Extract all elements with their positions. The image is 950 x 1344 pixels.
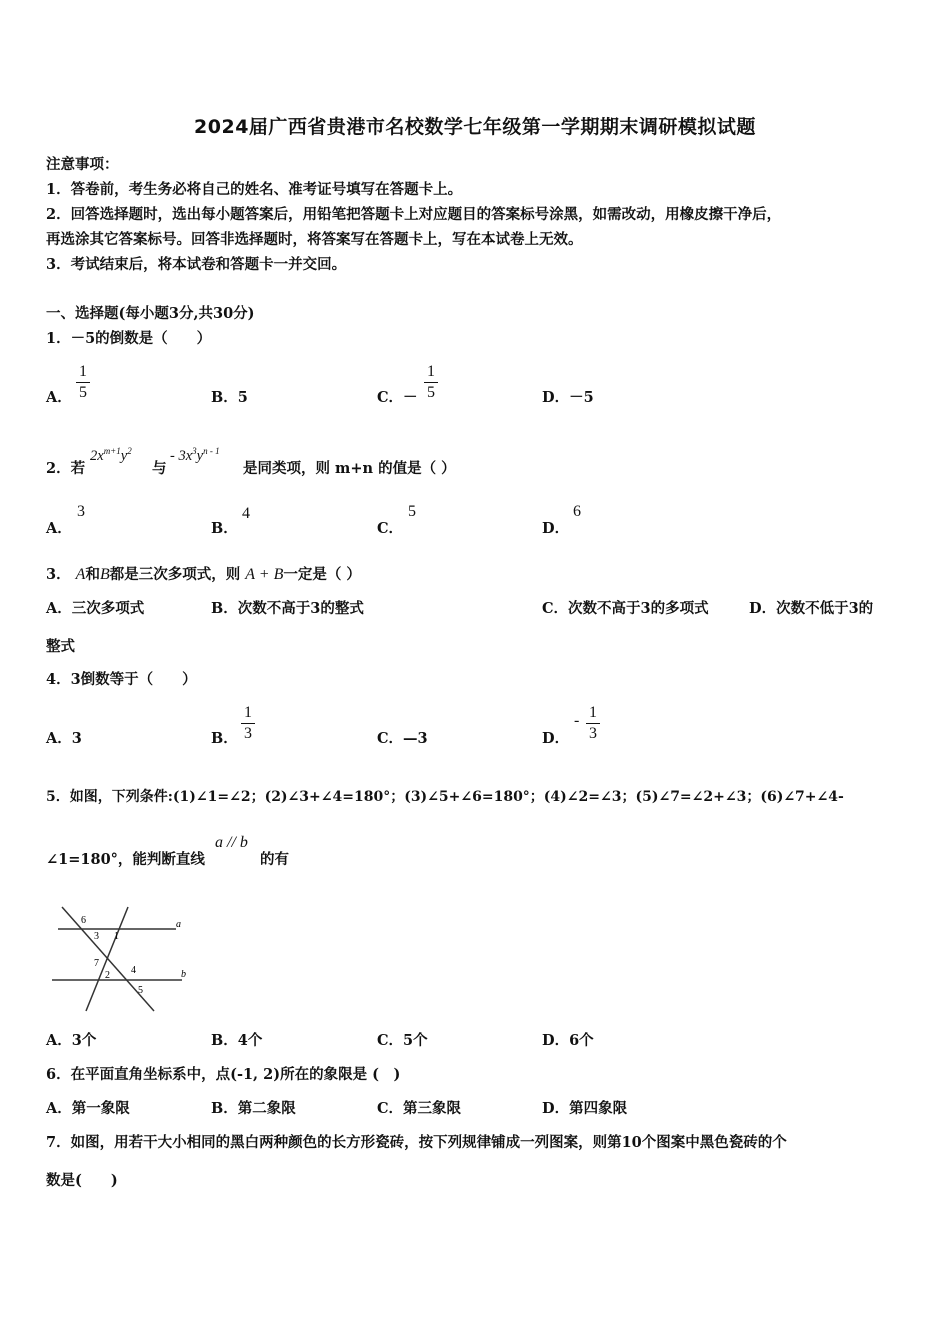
question-2-prefix: 2．若 xyxy=(46,460,86,477)
q3-option-d-continued: 整式 xyxy=(46,638,75,655)
q5-expr: a // b xyxy=(215,834,248,851)
fig-label: b xyxy=(181,969,186,980)
q1-option-c-fraction xyxy=(424,363,438,402)
fig-label: 4 xyxy=(131,965,136,976)
q6-option-c: C．第三象限 xyxy=(377,1100,462,1117)
q3-option-c: C．次数不高于3的多项式 xyxy=(542,600,709,617)
q3-var-b: B xyxy=(99,566,110,583)
q5-option-c: C．5个 xyxy=(377,1032,428,1049)
q2-option-d: D． xyxy=(542,520,570,537)
notes-heading: 注意事项： xyxy=(46,156,119,173)
term-exponent: 2 xyxy=(127,446,132,456)
question-7-line-2: 数是( ) xyxy=(46,1172,118,1189)
fraction-denominator: 5 xyxy=(79,384,87,401)
term-coef: - 3x xyxy=(170,447,193,464)
question-3-stem xyxy=(46,563,361,584)
q2-option-c-value: 5 xyxy=(408,503,416,520)
q3-mid: 都是三次多项式，则 xyxy=(109,566,241,583)
q2-option-a: A． xyxy=(46,520,72,537)
q1-option-b: B．5 xyxy=(211,389,248,406)
note-item: 3．考试结束后，将本试卷和答题卡一并交回。 xyxy=(46,256,347,273)
fraction-denominator: 5 xyxy=(427,384,435,401)
parallel-lines-figure xyxy=(48,905,193,1015)
fraction-bar xyxy=(76,382,90,383)
q4-option-b-fraction xyxy=(241,704,255,743)
fig-label: 6 xyxy=(81,915,86,926)
fraction-bar xyxy=(424,382,438,383)
q5-option-b: B．4个 xyxy=(211,1032,263,1049)
question-5-line-2-pre: ∠1=180°，能判断直线 xyxy=(46,851,205,868)
question-5-line-2-post: 的有 xyxy=(260,851,289,868)
fig-label: 5 xyxy=(138,985,143,996)
q6-option-b: B．第二象限 xyxy=(211,1100,296,1117)
q2-option-d-value: 6 xyxy=(573,503,581,520)
note-item: 再选涂其它答案标号。回答非选择题时，将答案写在答题卡上，写在本试卷上无效。 xyxy=(46,231,583,248)
fraction-bar xyxy=(241,723,255,724)
q2-option-b: B． xyxy=(211,520,238,537)
fig-label: 1 xyxy=(114,931,119,942)
q3-number: 3． xyxy=(46,566,71,583)
q3-option-b: B．次数不高于3的整式 xyxy=(211,600,364,617)
q5-option-a: A．3个 xyxy=(46,1032,97,1049)
q2-option-c: C． xyxy=(377,520,404,537)
fraction-numerator: 1 xyxy=(244,704,252,721)
question-5-line-1: 5．如图，下列条件:(1)∠1=∠2；(2)∠3+∠4=180°；(3)∠5+∠6=180°；(4)∠2=∠3；(5)∠7=∠2+∠3；(6)∠7+∠4- xyxy=(46,789,844,805)
page-title: 2024届广西省贵港市名校数学七年级第一学期期末调研模拟试题 xyxy=(194,116,756,138)
q4-option-d-fraction xyxy=(586,704,600,743)
question-6-stem: 6．在平面直角坐标系中，点(-1, 2)所在的象限是 ( ) xyxy=(46,1066,401,1083)
q4-option-a: A．3 xyxy=(46,730,82,747)
fraction-denominator: 3 xyxy=(589,725,597,742)
q4-option-d-label: D． xyxy=(542,730,570,747)
q4-option-d-sign: - xyxy=(574,712,580,729)
term-coef: 2x xyxy=(90,447,104,464)
note-item: 1．答卷前，考生务必将自己的姓名、准考证号填写在答题卡上。 xyxy=(46,181,463,198)
term-var: y xyxy=(120,447,128,464)
fraction-numerator: 1 xyxy=(589,704,597,721)
question-7-line-1: 7．如图，用若干大小相同的黑白两种颜色的长方形瓷砖，按下列规律铺成一列图案，则第10个图案中黑色瓷砖的个 xyxy=(46,1134,787,1151)
q5-option-d: D．6个 xyxy=(542,1032,594,1049)
term-var: y xyxy=(196,447,204,464)
fig-label: a xyxy=(176,919,181,930)
q2-option-b-value: 4 xyxy=(242,505,250,522)
fig-label: 3 xyxy=(94,931,99,942)
term-exponent: m+1 xyxy=(103,446,121,456)
q2-option-a-value: 3 xyxy=(77,503,85,520)
q3-suffix: 一定是（ ） xyxy=(283,566,361,583)
term-exponent: n - 1 xyxy=(203,446,220,456)
q6-option-d: D．第四象限 xyxy=(542,1100,628,1117)
q1-option-d: D．－5 xyxy=(542,389,594,406)
q1-option-c-label: C．－ xyxy=(377,389,418,406)
q2-term-2 xyxy=(170,446,220,465)
q3-expr: A + B xyxy=(245,566,284,583)
q2-mid: 与 xyxy=(152,460,167,477)
q3-option-d: D．次数不低于3的 xyxy=(749,600,874,617)
note-item: 2．回答选择题时，选出每小题答案后，用铅笔把答题卡上对应题目的答案标号涂黑，如需改动，用橡皮擦干净后， xyxy=(46,206,782,223)
fig-label: 2 xyxy=(105,970,110,981)
term-exponent: 3 xyxy=(192,446,197,456)
q4-option-c: C．—3 xyxy=(377,730,428,747)
question-1-stem: 1．－5的倒数是（ ） xyxy=(46,330,212,347)
fraction-bar xyxy=(586,723,600,724)
fraction-numerator: 1 xyxy=(427,363,435,380)
question-4-stem: 4．3倒数等于（ ） xyxy=(46,671,197,688)
q3-var-a: A xyxy=(75,566,86,583)
q3-and: 和 xyxy=(85,566,100,583)
fraction-numerator: 1 xyxy=(79,363,87,380)
q2-term-1 xyxy=(90,446,132,465)
q1-option-a-label: A． xyxy=(46,389,72,406)
q3-option-a: A．三次多项式 xyxy=(46,600,145,617)
q4-option-b-label: B． xyxy=(211,730,238,747)
section-heading: 一、选择题(每小题3分,共30分) xyxy=(46,305,255,322)
transversal-2 xyxy=(86,907,128,1011)
q2-suffix: 是同类项，则 m+n 的值是（ ） xyxy=(243,460,456,477)
fig-label: 7 xyxy=(94,958,99,969)
fraction-denominator: 3 xyxy=(244,725,252,742)
q6-option-a: A．第一象限 xyxy=(46,1100,130,1117)
q1-option-a-fraction xyxy=(76,363,90,402)
